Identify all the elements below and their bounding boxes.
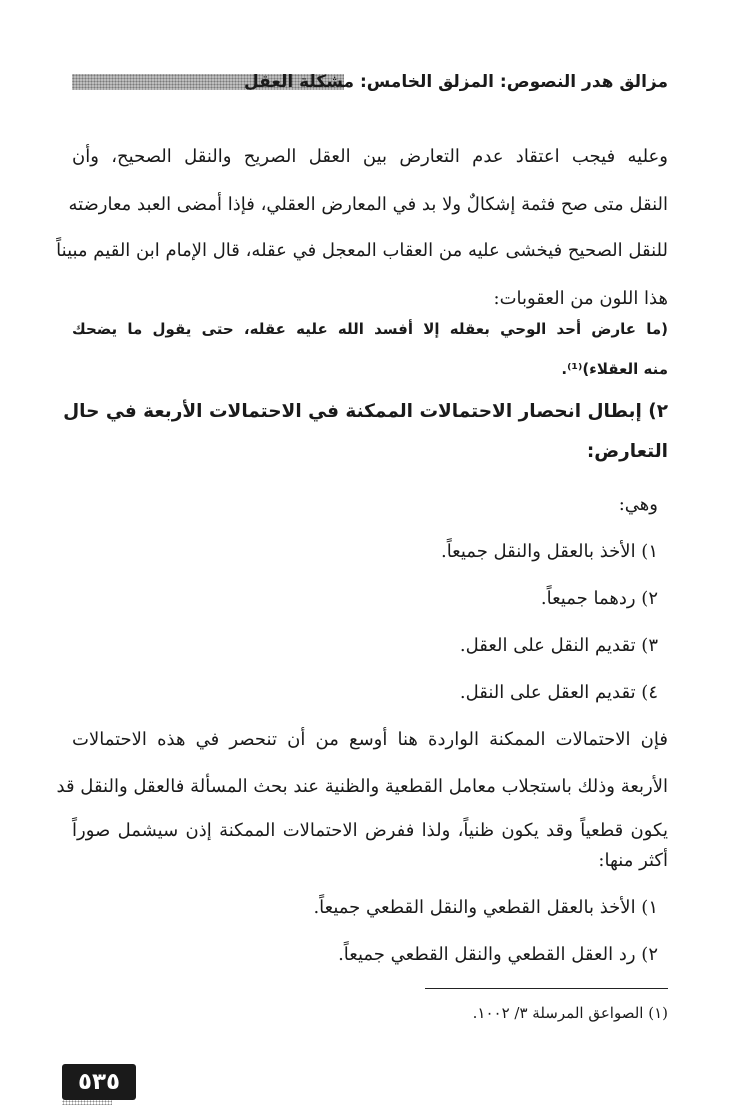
paragraph2-line: يكون قطعياً وقد يكون ظنياً، ولذا ففرض الاحتمالات الممكنة إذن سيشمل صوراً (72, 820, 668, 841)
header-title: مزالق هدر النصوص: المزلق الخامس: مشكلة العقل (243, 72, 668, 92)
list-item: ٤) تقديم العقل على النقل. (459, 682, 658, 703)
list-item: ١) الأخذ بالعقل القطعي والنقل القطعي جميعاً. (313, 897, 658, 918)
list-item: ١) الأخذ بالعقل والنقل جميعاً. (440, 541, 658, 562)
list-item: ٣) تقديم النقل على العقل. (459, 635, 658, 656)
page-number-decorative-strip (62, 1100, 112, 1105)
paragraph1-line: النقل متى صح فثمة إشكالٌ ولا بد في المعارض العقلي، فإذا أمضى العبد معارضته (68, 194, 668, 215)
list-item: ٢) رد العقل القطعي والنقل القطعي جميعاً. (338, 944, 658, 965)
section-heading-line: ٢) إبطال انحصار الاحتمالات الممكنة في الاحتمالات الأربعة في حال (63, 401, 668, 422)
list-item: ٢) ردهما جميعاً. (540, 588, 658, 609)
paragraph1-line: وعليه فيجب اعتقاد عدم التعارض بين العقل الصريح والنقل الصحيح، وأن (72, 146, 668, 167)
quote-line: (ما عارض أحد الوحي بعقله إلا أفسد الله عليه عقله، حتى يقول ما يضحك (72, 320, 668, 338)
page-number: ٥٣٥ (62, 1064, 136, 1100)
paragraph2-line: أكثر منها: (598, 850, 668, 871)
list-intro: وهي: (618, 494, 658, 515)
paragraph1-line: هذا اللون من العقوبات: (493, 288, 668, 309)
paragraph1-line: للنقل الصحيح فيخشى عليه من العقاب المعجل في عقله، قال الإمام ابن القيم مبيناً (56, 240, 668, 261)
footnote-divider (425, 988, 668, 989)
running-header (72, 68, 668, 96)
quote-line: منه العقلاء)⁽¹⁾. (561, 360, 668, 378)
section-heading-line: التعارض: (586, 441, 668, 462)
footnote: (١) الصواعق المرسلة ٣/ ١٠٠٢. (472, 1004, 668, 1022)
paragraph2-line: الأربعة وذلك باستجلاب معامل القطعية والظنية عند بحث المسألة فالعقل والنقل قد (56, 776, 668, 797)
paragraph2-line: فإن الاحتمالات الممكنة الواردة هنا أوسع من أن تنحصر في هذه الاحتمالات (72, 729, 668, 750)
